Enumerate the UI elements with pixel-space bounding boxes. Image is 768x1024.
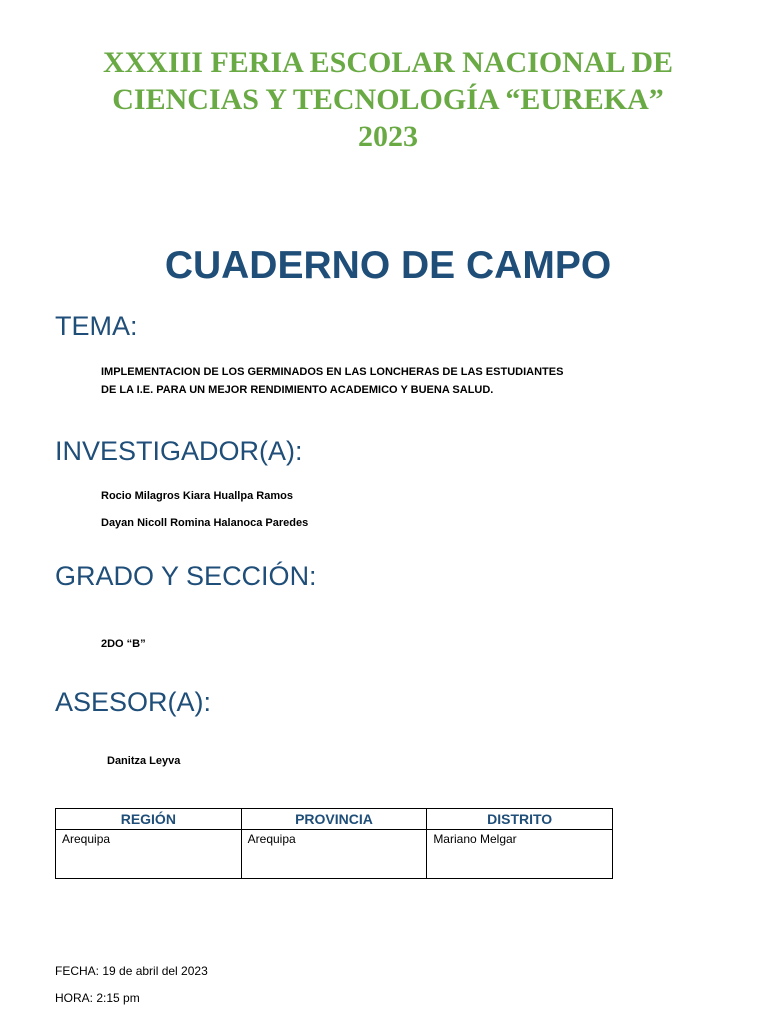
header-region: REGIÓN <box>56 809 242 830</box>
tema-text-line-1: IMPLEMENTACION DE LOS GERMINADOS EN LAS LONCHERAS DE LAS ESTUDIANTES <box>101 366 564 378</box>
grado-value: 2DO “B” <box>101 638 146 650</box>
cell-region: Arequipa <box>56 830 242 879</box>
fecha-text: FECHA: 19 de abril del 2023 <box>55 964 208 978</box>
table-header-row <box>56 809 613 830</box>
tema-heading: TEMA: <box>55 311 138 341</box>
fair-title-line-2: CIENCIAS Y TECNOLOGÍA “EUREKA” <box>112 83 664 116</box>
hora-text: HORA: 2:15 pm <box>55 991 140 1005</box>
location-table <box>55 808 613 879</box>
cell-provincia: Arequipa <box>241 830 427 879</box>
tema-text-line-2: DE LA I.E. PARA UN MEJOR RENDIMIENTO ACADEMICO Y BUENA SALUD. <box>101 384 494 396</box>
investigador-name-2: Dayan Nicoll Romina Halanoca Paredes <box>101 517 309 529</box>
grado-heading: GRADO Y SECCIÓN: <box>55 561 317 591</box>
header-distrito: DISTRITO <box>427 809 613 830</box>
table-row <box>56 830 613 879</box>
asesor-name: Danitza Leyva <box>107 755 181 767</box>
investigador-heading: INVESTIGADOR(A): <box>55 436 303 466</box>
fair-title-line-3: 2023 <box>358 120 418 153</box>
fair-title <box>40 44 736 155</box>
page-title: CUADERNO DE CAMPO <box>164 244 612 287</box>
investigador-name-1: Rocio Milagros Kiara Huallpa Ramos <box>101 490 293 502</box>
header-provincia: PROVINCIA <box>241 809 427 830</box>
asesor-heading: ASESOR(A): <box>55 687 212 717</box>
fair-title-line-1: XXXIII FERIA ESCOLAR NACIONAL DE <box>102 46 674 79</box>
cell-distrito: Mariano Melgar <box>427 830 613 879</box>
